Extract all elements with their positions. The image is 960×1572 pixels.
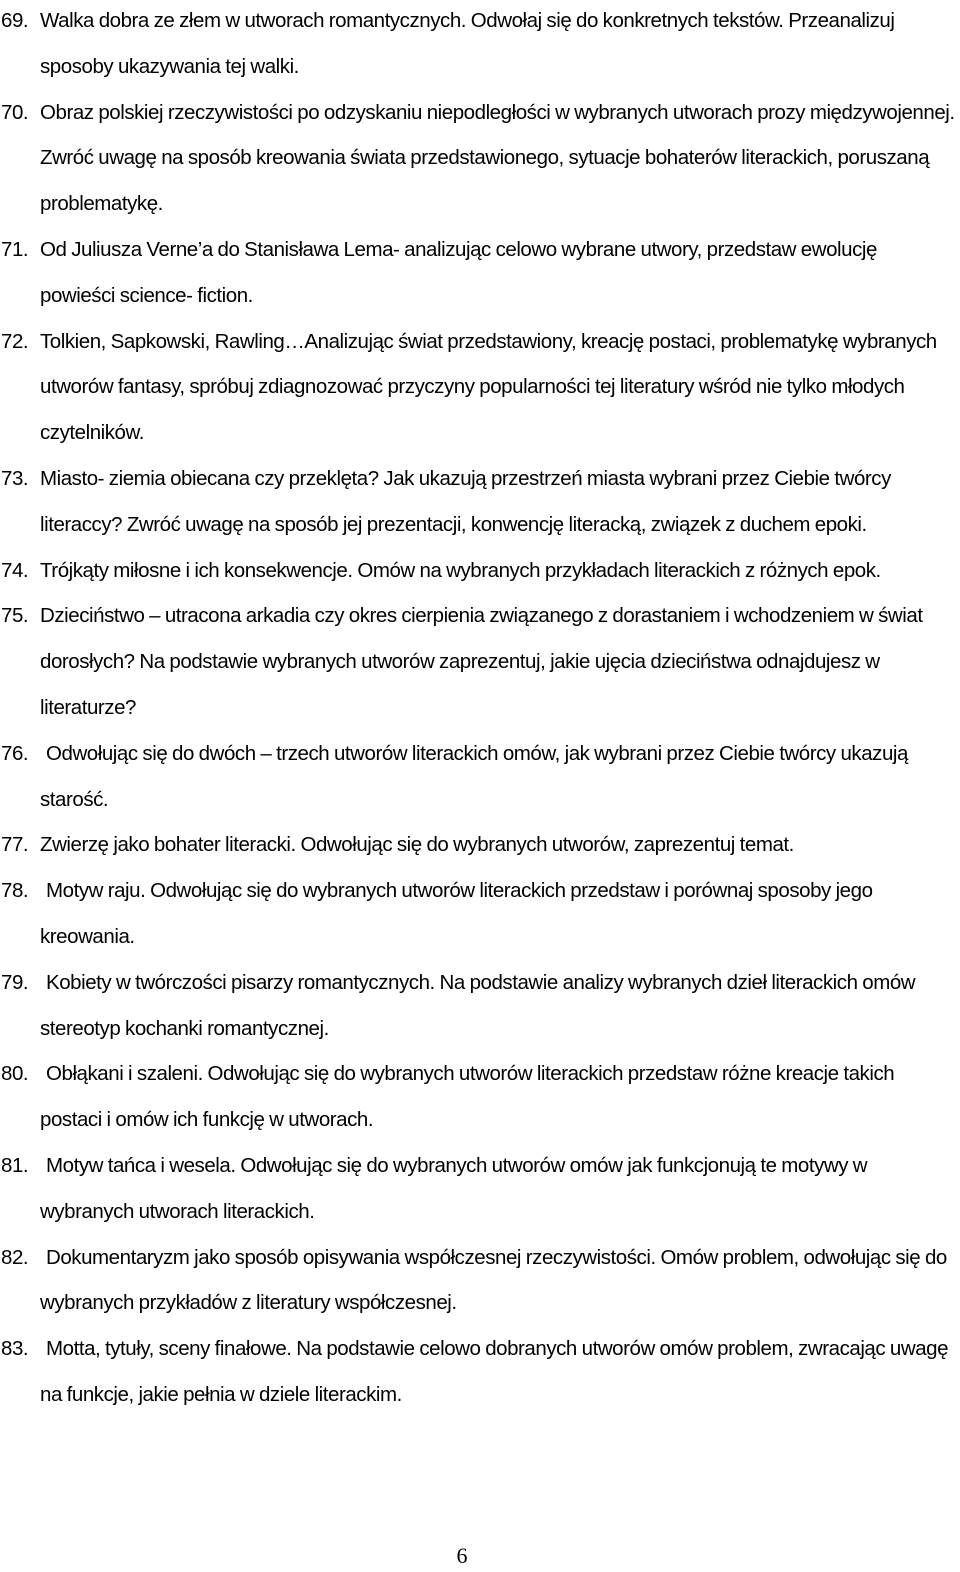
topic-item-83 <box>0 1326 960 1418</box>
topic-item-77 <box>0 822 960 868</box>
topic-text: Zwierzę jako bohater literacki. Odwołując się do wybranych utworów, zaprezentuj temat. <box>40 833 794 857</box>
topic-item-69 <box>0 0 960 90</box>
topic-text: Motyw tańca i wesela. Odwołując się do wybranych utworów omów jak funkcjonują te motywy w wybranych utworach literackich. <box>40 1153 868 1223</box>
topic-number: 70. <box>1 100 29 124</box>
topic-number: 71. <box>1 237 29 261</box>
topic-text: Miasto- ziemia obiecana czy przeklęta? Jak ukazują przestrzeń miasta wybrani przez Ciebie twórcy literaccy? Zwróć uwagę na sposób jej prezentacji, konwencję literacką, związek z duchem epoki. <box>40 466 891 536</box>
topic-item-72 <box>0 319 960 456</box>
topic-text: Motyw raju. Odwołując się do wybranych utworów literackich przedstaw i porównaj sposoby jego kreowania. <box>40 879 873 948</box>
topic-item-79 <box>0 960 960 1052</box>
topic-item-81 <box>0 1143 960 1235</box>
topic-number: 81. <box>1 1153 29 1177</box>
topic-text: Obłąkani i szaleni. Odwołując się do wybranych utworów literackich przedstaw różne kreacje takich postaci i omów ich funkcję w utworach. <box>40 1062 895 1132</box>
topic-text: Trójkąty miłosne i ich konsekwencje. Omów na wybranych przykładach literackich z różnych epok. <box>40 558 881 582</box>
topic-item-73 <box>0 456 960 548</box>
topic-number: 78. <box>1 879 29 903</box>
topic-item-82 <box>0 1235 960 1327</box>
topic-item-75 <box>0 593 960 730</box>
topic-number: 79. <box>1 970 29 994</box>
topic-text: Dzieciństwo – utracona arkadia czy okres cierpienia związanego z dorastaniem i wchodzeniem w świat dorosłych? Na podstawie wybranych utworów zaprezentuj, jakie ujęcia dzieciństwa odnajdujesz w literaturze? <box>40 604 923 719</box>
topic-number: 75. <box>1 604 29 628</box>
topic-number: 76. <box>1 741 29 765</box>
topic-number: 82. <box>1 1245 29 1269</box>
topic-item-71 <box>0 227 960 319</box>
topic-number: 80. <box>1 1062 29 1086</box>
topic-text: Tolkien, Sapkowski, Rawling…Analizując świat przedstawiony, kreację postaci, problematykę wybranych utworów fantasy, spróbuj zdiagnozować przyczyny popularności tej literatury wśród nie tylko młodych czytelników. <box>40 329 937 445</box>
topic-item-74 <box>0 548 960 594</box>
topic-text: Od Juliusza Verne’a do Stanisława Lema- analizując celowo wybrane utwory, przedstaw ewolucję powieści science- fiction. <box>40 237 877 307</box>
topic-number: 83. <box>1 1337 29 1361</box>
topic-text: Motta, tytuły, sceny finałowe. Na podstawie celowo dobranych utworów omów problem, zwracając uwagę na funkcje, jakie pełnia w dziele literackim. <box>40 1337 949 1406</box>
topic-text: Dokumentaryzm jako sposób opisywania współczesnej rzeczywistości. Omów problem, odwołując się do wybranych przykładów z literatury współczesnej. <box>40 1245 947 1315</box>
topic-text: Obraz polskiej rzeczywistości po odzyskaniu niepodległości w wybranych utworach prozy międzywojennej. Zwróć uwagę na sposób kreowania świata przedstawionego, sytuacje bohaterów literackich, poruszaną problematykę. <box>40 100 955 216</box>
topic-text: Walka dobra ze złem w utworach romantycznych. Odwołaj się do konkretnych tekstów. Przeanalizuj sposoby ukazywania tej walki. <box>40 9 895 78</box>
topic-number: 74. <box>1 558 29 582</box>
page-number: 6 <box>456 1543 468 1568</box>
topic-text: Odwołując się do dwóch – trzech utworów literackich omów, jak wybrani przez Ciebie twórcy ukazują starość. <box>40 741 908 811</box>
topic-number: 69. <box>1 9 29 32</box>
topic-number: 72. <box>1 329 29 353</box>
topic-text: Kobiety w twórczości pisarzy romantycznych. Na podstawie analizy wybranych dzieł literackich omów stereotyp kochanki romantycznej. <box>40 970 916 1040</box>
topic-number: 77. <box>1 833 29 857</box>
topic-item-78 <box>0 868 960 960</box>
topic-item-70 <box>0 90 960 227</box>
topic-number: 73. <box>1 466 29 490</box>
topic-item-76 <box>0 731 960 823</box>
topic-item-80 <box>0 1051 960 1143</box>
